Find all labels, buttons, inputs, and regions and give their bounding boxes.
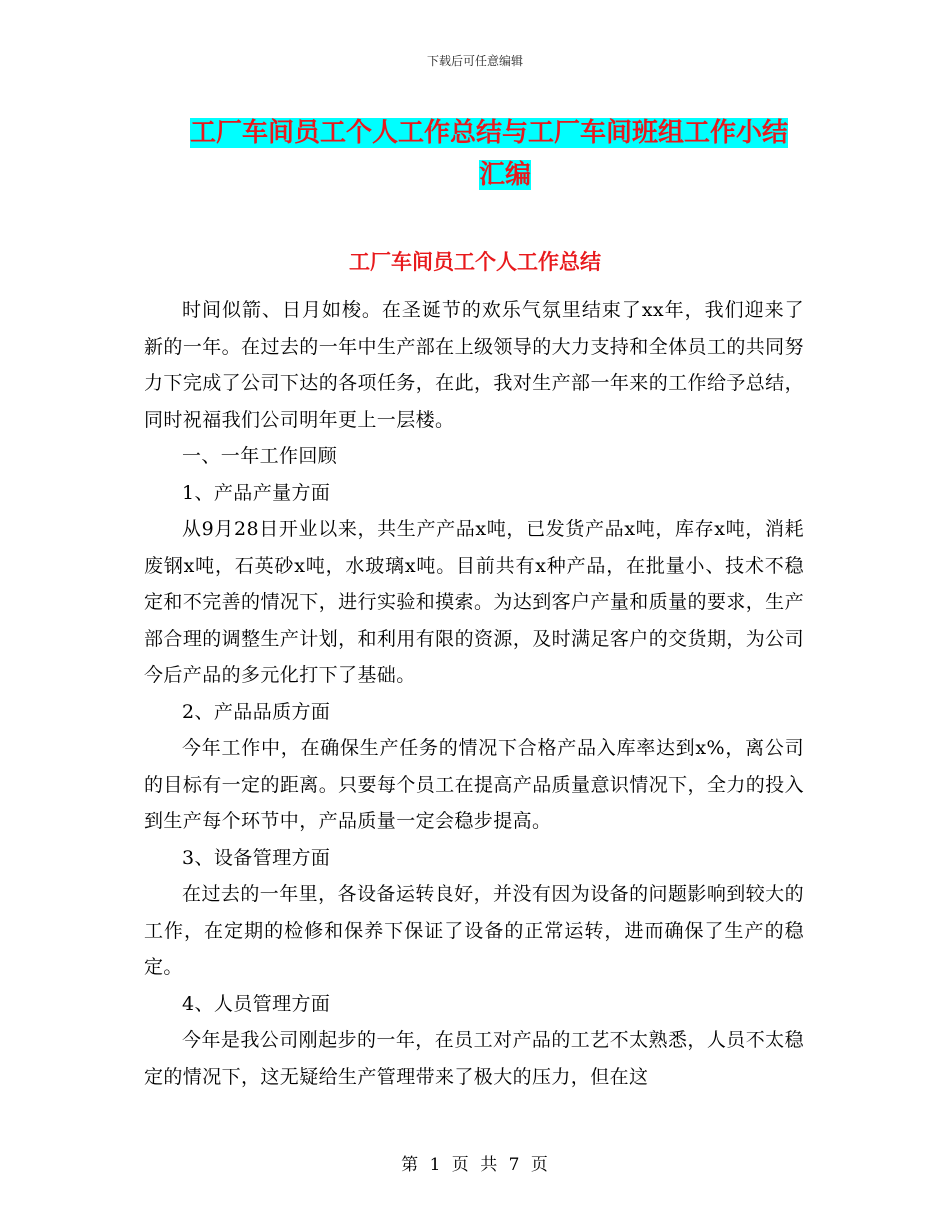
document-title-line-2 bbox=[200, 154, 810, 196]
heading-output: 1、产品产量方面 bbox=[182, 481, 331, 504]
paragraph-quality: 今年工作中，在确保生产任务的情况下合格产品入库率达到x%，离公司的目标有一定的距离。只要每个员工在提高产品质量意识情况下，全力的投入到生产每个环节中，产品质量一定会稳步提高。 bbox=[144, 737, 804, 832]
page-number: 第 1 页 共 7 页 bbox=[401, 1155, 549, 1175]
heading-review: 一、一年工作回顾 bbox=[182, 445, 338, 467]
paragraph-equipment: 在过去的一年里，各设备运转良好，并没有因为设备的问题影响到较大的工作，在定期的检修和保养下保证了设备的正常运转，进而确保了生产的稳定。 bbox=[144, 883, 804, 978]
paragraph-output: 从9月28日开业以来，共生产产品x吨，已发货产品x吨，库存x吨，消耗废钢x吨，石英砂x吨，水玻璃x吨。目前共有x种产品，在批量小、技术不稳定和不完善的情况下，进行实验和摸索。为达到客户产量和质量的要求，生产部合理的调整生产计划，和利用有限的资源，及时满足客户的交货期，为公司今后产品的多元化打下了基础。 bbox=[144, 518, 804, 686]
page-header: 下载后可任意编辑 bbox=[426, 54, 523, 68]
document-title-line-1 bbox=[190, 112, 810, 154]
title-highlight: 汇编 bbox=[478, 160, 531, 190]
section-title: 工厂车间员工个人工作总结 bbox=[349, 249, 601, 274]
paragraph-intro: 时间似箭、日月如梭。在圣诞节的欢乐气氛里结束了xx年，我们迎来了新的一年。在过去的一年中生产部在上级领导的大力支持和全体员工的共同努力下完成了公司下达的各项任务，在此，我对生产部一年来的工作给予总结，同时祝福我们公司明年更上一层楼。 bbox=[144, 299, 804, 431]
title-highlight: 工厂车间员工个人工作总结与工厂车间班组工作小结 bbox=[190, 118, 789, 148]
heading-quality: 2、产品品质方面 bbox=[182, 700, 331, 723]
heading-equipment: 3、设备管理方面 bbox=[182, 846, 331, 869]
document-title bbox=[190, 112, 810, 196]
paragraph-personnel: 今年是我公司刚起步的一年，在员工对产品的工艺不太熟悉，人员不太稳定的情况下，这无疑给生产管理带来了极大的压力，但在这 bbox=[144, 1029, 804, 1088]
document-body bbox=[144, 292, 804, 1095]
heading-personnel: 4、人员管理方面 bbox=[182, 992, 331, 1015]
